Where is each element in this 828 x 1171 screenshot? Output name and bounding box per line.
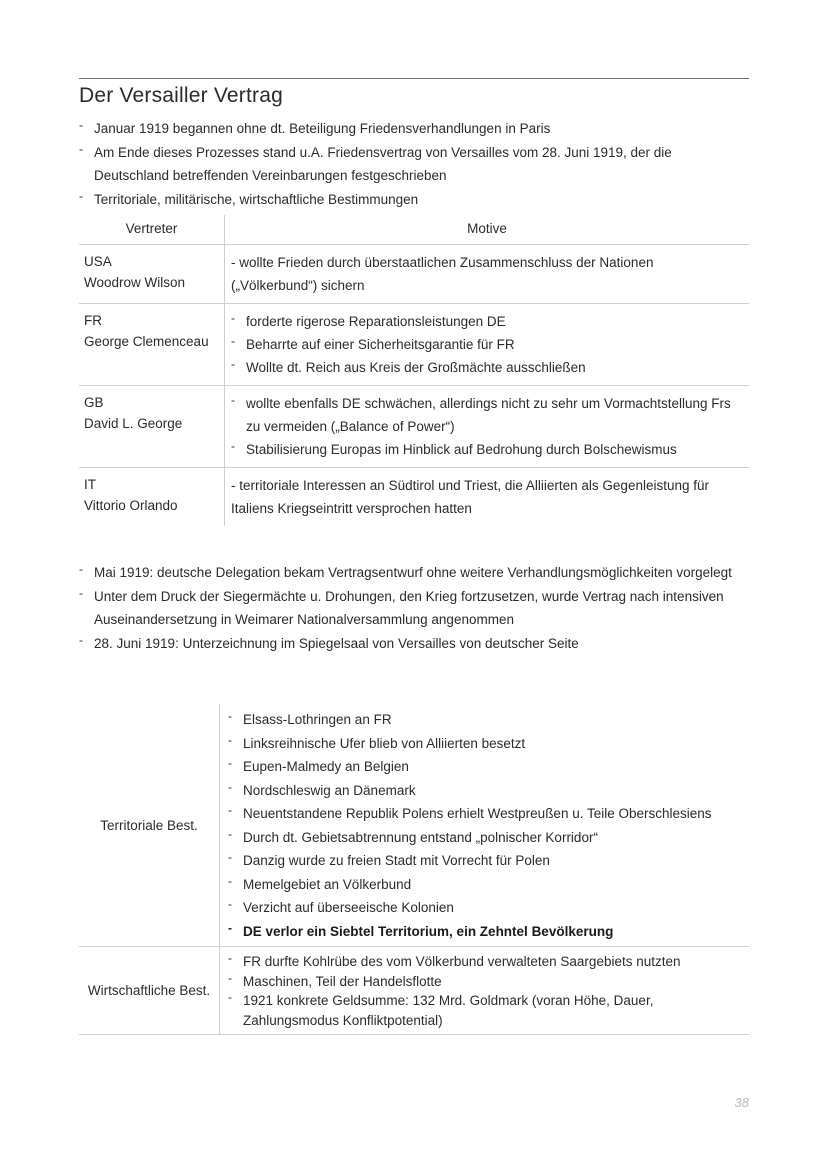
list-item: - Territoriale, militärische, wirtschaftliche Bestimmungen (79, 188, 749, 212)
motive-cell (225, 304, 750, 386)
list-item: - Maschinen, Teil der Handelsflotte (228, 970, 442, 989)
top-rule (79, 78, 749, 79)
list-item: - FR durfte Kohlrübe des vom Völkerbund verwalteten Saargebiets nutzten (228, 951, 681, 969)
list-item: - 1921 konkrete Geldsumme: 132 Mrd. Goldmark (voran Höhe, Dauer, Zahlungsmodus Konfliktpotential) (228, 990, 654, 1028)
territorial-label: Territoriale Best. (79, 704, 220, 947)
list-item: - Wollte dt. Reich aus Kreis der Großmächte ausschließen (231, 356, 743, 379)
dash-marker: - (228, 951, 232, 965)
dash-marker: - (228, 709, 232, 723)
person: Woodrow Wilson (84, 275, 186, 290)
motive-list (231, 310, 743, 379)
dash-marker: - (231, 311, 235, 325)
table-row (79, 386, 749, 468)
economic-list (228, 952, 741, 1030)
list-item: - Nordschleswig an Dänemark (228, 779, 741, 803)
list-item: - Eupen-Malmedy an Belgien (228, 755, 741, 779)
dash-marker: - (228, 897, 232, 911)
representative-cell (79, 468, 225, 527)
representative-cell (79, 304, 225, 386)
dash-marker: - (231, 334, 235, 348)
mid-bullet-list (79, 561, 749, 655)
motive-cell: - wollte Frieden durch überstaatlichen Zusammenschluss der Nationen („Völkerbund“) sichern (225, 245, 750, 304)
list-item: - Verzicht auf überseeische Kolonien (228, 896, 741, 920)
motive-list (231, 392, 743, 461)
table-header-row (79, 215, 749, 245)
person: Vittorio Orlando (84, 498, 178, 513)
list-item: - Neuentstandene Republik Polens erhielt Westpreußen u. Teile Oberschlesiens (228, 802, 741, 826)
list-item: - Januar 1919 begannen ohne dt. Beteiligung Friedensverhandlungen in Paris (79, 117, 749, 141)
dash-marker: - (231, 357, 235, 371)
list-item: - Elsass-Lothringen an FR (228, 708, 741, 732)
dash-marker: - (228, 873, 232, 888)
list-item: - Am Ende dieses Prozesses stand u.A. Friedensvertrag von Versailles vom 28. Juni 1919, der die Deutschland betreffenden Vereinbarungen festgeschrieben (79, 141, 749, 188)
dash-marker: - (228, 803, 232, 817)
dash-marker: - (231, 439, 235, 453)
list-item: - wollte ebenfalls DE schwächen, allerdings nicht zu sehr um Vormachtstellung Frs zu vermeiden („Balance of Power“) (231, 392, 743, 438)
table-row (79, 468, 749, 527)
list-item: - Durch dt. Gebietsabtrennung entstand „polnischer Korridor“ (228, 826, 741, 850)
list-item: - Unter dem Druck der Siegermächte u. Drohungen, den Krieg fortzusetzen, wurde Vertrag nach intensiven Auseinandersetzung in Weimarer Nationalversammlung angenommen (79, 585, 749, 632)
dash-marker: - (79, 118, 83, 132)
column-header-vertreter: Vertreter (79, 215, 225, 245)
dash-marker: - (79, 585, 83, 600)
territorial-list (228, 708, 741, 943)
dash-marker: - (79, 188, 83, 203)
column-header-motive: Motive (225, 215, 750, 245)
representative-cell (79, 386, 225, 468)
table-row (79, 245, 749, 304)
dash-marker: - (228, 990, 232, 1004)
motive-cell (225, 386, 750, 468)
intro-bullet-list (79, 117, 749, 211)
country: USA (84, 254, 112, 269)
motives-table (79, 215, 749, 526)
dash-marker: - (228, 970, 232, 985)
list-item: - 28. Juni 1919: Unterzeichnung im Spiegelsaal von Versailles von deutscher Seite (79, 632, 749, 656)
page-number: 38 (734, 1095, 749, 1110)
list-item: - Memelgebiet an Völkerbund (228, 873, 741, 897)
territorial-items-cell (220, 704, 750, 947)
dash-marker: - (79, 562, 83, 576)
person: David L. George (84, 416, 183, 431)
terms-table (79, 704, 749, 1035)
list-item: - Stabilisierung Europas im Hinblick auf Bedrohung durch Bolschewismus (231, 438, 743, 461)
person: George Clemenceau (84, 334, 209, 349)
table-row (79, 947, 749, 1035)
dash-marker: - (231, 393, 235, 407)
country: FR (84, 313, 102, 328)
list-item: - forderte rigerose Reparationsleistungen DE (231, 310, 743, 333)
dash-marker: - (228, 850, 232, 864)
motive-cell: - territoriale Interessen an Südtirol und Triest, die Alliierten als Gegenleistung für Italiens Kriegseintritt versprochen hatten (225, 468, 750, 527)
dash-marker: - (228, 920, 232, 935)
page-title: Der Versailler Vertrag (79, 84, 283, 107)
dash-marker: - (228, 826, 232, 841)
country: IT (84, 477, 96, 492)
representative-cell (79, 245, 225, 304)
dash-marker: - (228, 756, 232, 770)
list-item: - Danzig wurde zu freien Stadt mit Vorrecht für Polen (228, 849, 741, 873)
emphasis-item: - DE verlor ein Siebtel Territorium, ein Zehntel Bevölkerung (228, 920, 741, 944)
table-row (79, 704, 749, 947)
table-row (79, 304, 749, 386)
list-item: - Linksreihnische Ufer blieb von Alliierten besetzt (228, 732, 741, 756)
country: GB (84, 395, 104, 410)
dash-marker: - (228, 779, 232, 794)
dash-marker: - (228, 732, 232, 747)
economic-items-cell (220, 947, 750, 1035)
list-item: - Beharrte auf einer Sicherheitsgarantie für FR (231, 333, 743, 356)
list-item: - Mai 1919: deutsche Delegation bekam Vertragsentwurf ohne weitere Verhandlungsmöglichkeiten vorgelegt (79, 561, 749, 585)
dash-marker: - (79, 141, 83, 156)
dash-marker: - (79, 632, 83, 647)
economic-label: Wirtschaftliche Best. (79, 947, 220, 1035)
